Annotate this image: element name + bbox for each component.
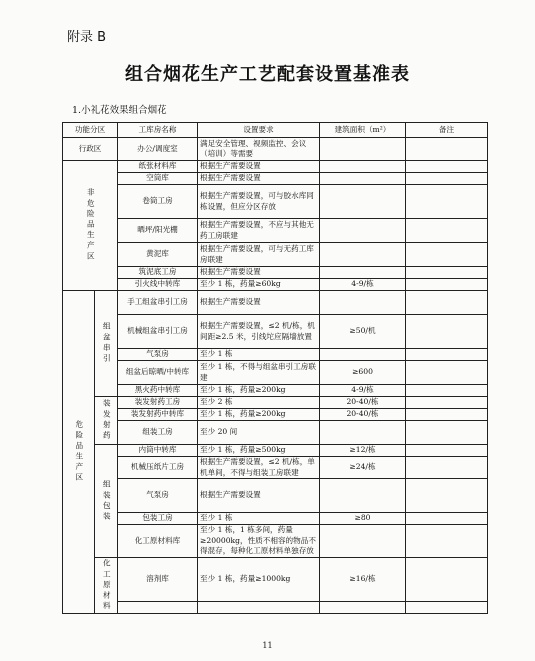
workshop-name: 办公/调度室 <box>118 138 198 161</box>
remark-cell <box>406 421 488 445</box>
table-row <box>63 557 488 601</box>
remark-cell <box>406 161 488 173</box>
table-row <box>63 385 488 397</box>
workshop-name: 空筒库 <box>118 173 198 185</box>
table-row <box>63 445 488 457</box>
workshop-name <box>118 601 198 613</box>
header-zone: 功能分区 <box>63 123 118 138</box>
table-row <box>63 267 488 279</box>
zone-hazard <box>63 291 95 614</box>
workshop-name: 纸张材料库 <box>118 161 198 173</box>
area-value <box>320 601 406 613</box>
requirement-text: 至少 1 栋，药量≥500kg <box>198 445 320 457</box>
requirement-text: 根据生产需要设置 <box>198 267 320 279</box>
workshop-name: 溶剂库 <box>118 557 198 601</box>
requirement-text: 至少 1 栋，药量≥1000kg <box>198 557 320 601</box>
table-row <box>63 525 488 558</box>
workshop-name: 手工组盆串引工房 <box>118 291 198 315</box>
subzone-pack <box>95 445 118 558</box>
process-table <box>62 122 488 614</box>
remark-cell <box>406 385 488 397</box>
table-row <box>63 457 488 479</box>
area-value <box>320 138 406 161</box>
workshop-name: 机械压纸片工房 <box>118 457 198 479</box>
remark-cell <box>406 219 488 243</box>
area-value <box>320 291 406 315</box>
requirement-text: 根据生产需要设置 <box>198 291 320 315</box>
subzone-string-label: 组盆串引 <box>102 322 112 365</box>
remark-cell <box>406 445 488 457</box>
requirement-text: 至少 1 栋，药量≥200kg <box>198 409 320 421</box>
table-row <box>63 409 488 421</box>
requirement-text: 根据生产需要设置 <box>198 173 320 185</box>
area-value <box>320 161 406 173</box>
requirement-text: 至少 1 栋，不得与组盆串引工房联建 <box>198 361 320 385</box>
table-row <box>63 315 488 349</box>
workshop-name: 引火线中转库 <box>118 279 198 291</box>
table-row <box>63 173 488 185</box>
table-row <box>63 349 488 361</box>
remark-cell <box>406 397 488 409</box>
area-value: 4-9/栋 <box>320 279 406 291</box>
header-requirement: 设置要求 <box>198 123 320 138</box>
requirement-text: 根据生产需要设置 <box>198 479 320 513</box>
remark-cell <box>406 361 488 385</box>
area-value: ≥50/机 <box>320 315 406 349</box>
area-value: ≥12/栋 <box>320 445 406 457</box>
subzone-pack-label: 组装包装 <box>102 479 112 522</box>
area-value <box>320 349 406 361</box>
workshop-name: 卷筒工房 <box>118 185 198 219</box>
header-area: 建筑面积（m²） <box>320 123 406 138</box>
subzone-load <box>95 397 118 445</box>
table-row <box>63 243 488 267</box>
remark-cell <box>406 409 488 421</box>
requirement-text: 至少 1 栋，1 栋多间，药量≥20000kg，性质不相容的物品不得混存，每种化工原材料单独存放 <box>198 525 320 558</box>
workshop-name: 化工原材料库 <box>118 525 198 558</box>
area-value: ≥600 <box>320 361 406 385</box>
header-remark: 备注 <box>406 123 488 138</box>
area-value <box>320 421 406 445</box>
table-row <box>63 279 488 291</box>
page-number: 11 <box>262 641 273 650</box>
workshop-name: 装发射药工房 <box>118 397 198 409</box>
remark-cell <box>406 185 488 219</box>
remark-cell <box>406 243 488 267</box>
remark-cell <box>406 349 488 361</box>
area-value <box>320 185 406 219</box>
remark-cell <box>406 138 488 161</box>
workshop-name: 气泵房 <box>118 479 198 513</box>
header-workshop: 工库房名称 <box>118 123 198 138</box>
area-value <box>320 243 406 267</box>
requirement-text: 根据生产需要设置，≤2 机/栋，单机单间，不得与组装工房联建 <box>198 457 320 479</box>
remark-cell <box>406 457 488 479</box>
subzone-chem-label: 化工原材料 <box>102 558 112 612</box>
requirement-text: 根据生产需要设置，可与胶水库同栋设置，但应分区存放 <box>198 185 320 219</box>
table-row <box>63 397 488 409</box>
remark-cell <box>406 479 488 513</box>
workshop-name: 组盆后晾晒/中转库 <box>118 361 198 385</box>
table-header-row <box>63 123 488 138</box>
workshop-name: 黑火药中转库 <box>118 385 198 397</box>
requirement-text: 根据生产需要设置，不应与其他无药工房联建 <box>198 219 320 243</box>
zone-hazard-label: 危险品生产区 <box>74 419 84 484</box>
table-row <box>63 185 488 219</box>
table-row <box>63 361 488 385</box>
area-value: 20-40/栋 <box>320 409 406 421</box>
area-value: ≥16/栋 <box>320 557 406 601</box>
subzone-string <box>95 291 118 397</box>
workshop-name: 包装工房 <box>118 513 198 525</box>
area-value <box>320 219 406 243</box>
requirement-text: 至少 1 栋 <box>198 513 320 525</box>
area-value <box>320 525 406 558</box>
subzone-load-label: 装发射药 <box>102 399 112 442</box>
zone-non-hazard-label: 非危险品生产区 <box>86 188 96 263</box>
requirement-text: 根据生产需要设置，≤2 机/栋，机间距≥2.5 米，引线坨应隔墙放置 <box>198 315 320 349</box>
document-title: 组合烟花生产工艺配套设置基准表 <box>125 64 410 85</box>
workshop-name: 组装工房 <box>118 421 198 445</box>
zone-admin: 行政区 <box>63 138 118 161</box>
area-value: ≥24/栋 <box>320 457 406 479</box>
remark-cell <box>406 513 488 525</box>
requirement-text: 至少 1 栋 <box>198 349 320 361</box>
area-value: ≥80 <box>320 513 406 525</box>
requirement-text: 满足安全管理、视频监控、会议（培训）等需要 <box>198 138 320 161</box>
workshop-name: 气泵房 <box>118 349 198 361</box>
workshop-name: 晒坪/阳光棚 <box>118 219 198 243</box>
workshop-name: 黄泥库 <box>118 243 198 267</box>
remark-cell <box>406 291 488 315</box>
area-value: 4-9/栋 <box>320 385 406 397</box>
remark-cell <box>406 267 488 279</box>
table-row <box>63 479 488 513</box>
table-row <box>63 601 488 613</box>
area-value: 20-40/栋 <box>320 397 406 409</box>
requirement-text: 至少 20 间 <box>198 421 320 445</box>
workshop-name: 筑泥底工房 <box>118 267 198 279</box>
requirement-text: 根据生产需要设置，可与无药工库房联建 <box>198 243 320 267</box>
requirement-text: 至少 1 栋，药量≥60kg <box>198 279 320 291</box>
area-value <box>320 173 406 185</box>
table-row <box>63 138 488 161</box>
table-row <box>63 219 488 243</box>
table-row <box>63 421 488 445</box>
section-heading: 1.小礼花效果组合烟花 <box>72 105 167 116</box>
subzone-chem <box>95 557 118 613</box>
requirement-text: 至少 1 栋，药量≥200kg <box>198 385 320 397</box>
requirement-text <box>198 601 320 613</box>
zone-non-hazard <box>63 161 118 291</box>
remark-cell <box>406 525 488 558</box>
area-value <box>320 479 406 513</box>
area-value <box>320 267 406 279</box>
workshop-name: 内筒中转库 <box>118 445 198 457</box>
requirement-text: 根据生产需要设置 <box>198 161 320 173</box>
remark-cell <box>406 315 488 349</box>
requirement-text: 至少 2 栋 <box>198 397 320 409</box>
table-row <box>63 161 488 173</box>
workshop-name: 装发射药中转库 <box>118 409 198 421</box>
remark-cell <box>406 279 488 291</box>
table-row <box>63 513 488 525</box>
remark-cell <box>406 557 488 601</box>
appendix-label: 附录 B <box>67 30 107 45</box>
remark-cell <box>406 601 488 613</box>
table-row <box>63 291 488 315</box>
remark-cell <box>406 173 488 185</box>
workshop-name: 机械组盆串引工房 <box>118 315 198 349</box>
